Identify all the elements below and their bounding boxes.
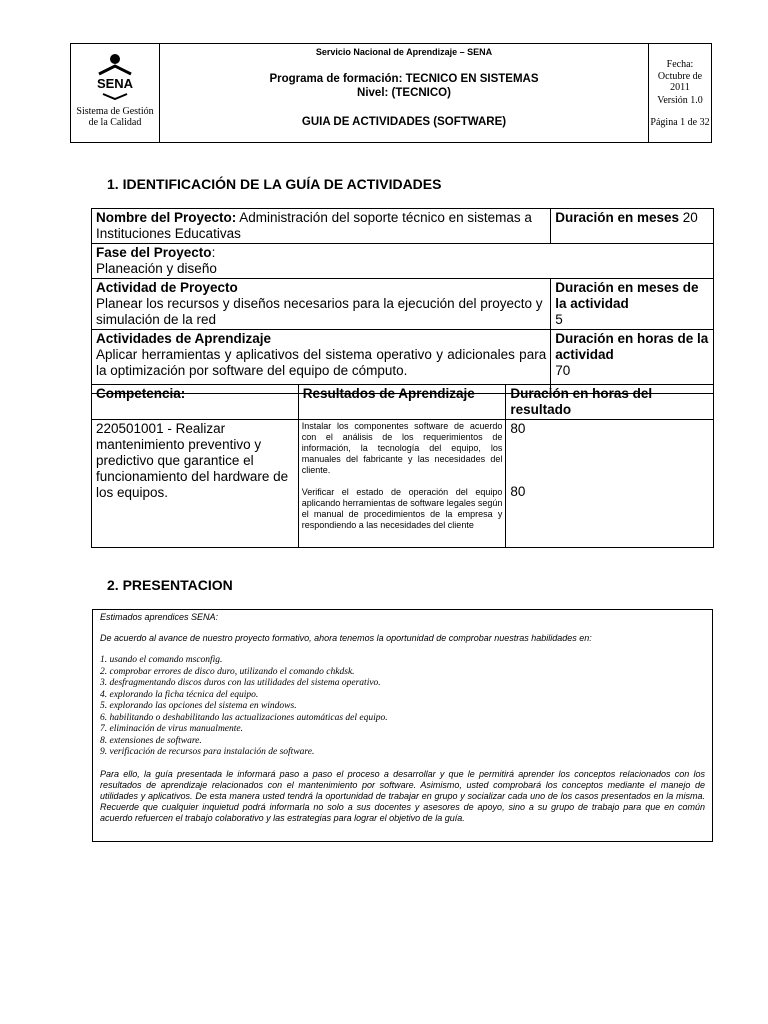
table-row	[92, 209, 714, 244]
project-name-value: Administración del soporte técnico en sistemas a Instituciones Educativas	[96, 210, 532, 241]
horas-cell	[506, 420, 714, 548]
phase-value: Planeación y diseño	[96, 261, 217, 276]
competencia-header: Competencia:	[92, 385, 299, 420]
duracion-resultado-header: Duración en horas del resultado	[506, 385, 714, 420]
learning-activities-label: Actividades de Aprendizaje	[96, 331, 272, 346]
list-item: 5. explorando las opciones del sistema en windows.	[100, 701, 297, 711]
activity-duration-label: Duración en meses de la actividad	[555, 280, 699, 311]
logo-caption: Sistema de Gestión de la Calidad	[76, 106, 154, 128]
program-level: Nivel: (TECNICO)	[357, 87, 451, 99]
activity-label: Actividad de Proyecto	[96, 280, 238, 295]
resultados-cell	[298, 420, 506, 548]
skills-list	[100, 655, 705, 759]
logo-cell	[71, 44, 160, 142]
guide-title: GUIA DE ACTIVIDADES (SOFTWARE)	[301, 116, 507, 128]
activity-duration-value: 5	[555, 312, 563, 327]
list-item: 7. eliminación de virus manualmente.	[100, 724, 244, 734]
horas-item: 80	[510, 484, 526, 499]
resultado-item: Instalar los componentes software de acuerdo con el análisis de los requerimientos de información, la tecnología del equipo, los manuales del fabricante y las necesidades del cliente.	[301, 421, 503, 475]
intro: De acuerdo al avance de nuestro proyecto formativo, ahora tenemos la oportunidad de comprobar nuestras habilidades en:	[100, 633, 592, 643]
sena-logo-icon	[93, 52, 137, 100]
section-2-title: 2. PRESENTACION	[107, 577, 233, 593]
page-number: Página 1 de 32	[650, 117, 710, 128]
list-item: 9. verificación de recursos para instalación de software.	[100, 747, 315, 757]
date-label: Fecha:	[666, 59, 694, 70]
list-item: 8. extensiones de software.	[100, 735, 202, 746]
list-item: 3. desfragmentando discos duros con las utilidades del sistema operativo.	[100, 678, 381, 688]
table-row	[92, 385, 714, 420]
resultado-item: Verificar el estado de operación del equipo aplicando herramientas de software legales según el manual de procedimientos de la empresa y respondiendo a las necesidades del cliente	[301, 487, 503, 530]
duration-months-value: 20	[679, 210, 698, 225]
date-value: Octubre de 2011	[657, 71, 703, 93]
list-item: 4. explorando la ficha técnica del equipo.	[100, 689, 259, 700]
program-title	[159, 72, 649, 100]
activity-cell	[92, 279, 551, 330]
resultados-header: Resultados de Aprendizaje	[298, 385, 506, 420]
section-1-title: 1. IDENTIFICACIÓN DE LA GUÍA DE ACTIVIDADES	[107, 176, 442, 192]
phase-label: Fase del Proyecto	[96, 245, 212, 260]
presentation-box	[92, 609, 713, 842]
greeting: Estimados aprendices SENA:	[100, 612, 219, 622]
header-title-cell	[159, 44, 649, 142]
list-item: 2. comprobar errores de disco duro, utilizando el comando chkdsk.	[100, 666, 355, 677]
program-name: Programa de formación: TECNICO EN SISTEMAS	[269, 73, 539, 85]
learning-duration-value: 70	[555, 363, 571, 378]
list-item: 6. habilitando o deshabilitando las actualizaciones automáticas del equipo.	[100, 712, 388, 723]
table-row	[92, 244, 714, 279]
phase-colon: :	[211, 245, 216, 260]
closing-paragraph: Para ello, la guía presentada le informará paso a paso el proceso a desarrollar y que le permitirá aprender los conceptos relacionados con los resultados de aprendizaje relacionados con el mantenimiento por software. Asimismo, usted comprobará los conceptos mediante el manejo de utilidades y aplicativos. De esta manera usted tendrá la oportunidad de trabajar en grupo y socializar cada uno de los casos presentados en la misma. Recuerde que cualquier inquietud podrá informarla no solo a sus docentes y asesores de apoyo, sino a su grupo de trabajo para que en común acuerdo refuercen el trabajo colaborativo y las estrategias para lograr el objetivo de la guía.	[100, 768, 705, 823]
activity-duration-cell	[551, 279, 714, 330]
version-label: Versión 1.0	[657, 95, 703, 106]
learning-activities-value: Aplicar herramientas y aplicativos del sistema operativo y adicionales para la optimización por software del equipo de cómputo.	[96, 347, 547, 378]
project-name-cell	[92, 209, 551, 244]
list-item: 1. usando el comando msconfig.	[100, 655, 223, 665]
table-row	[92, 420, 714, 548]
document-header	[70, 43, 712, 143]
horas-item: 80	[510, 421, 526, 436]
project-name-label: Nombre del Proyecto:	[96, 210, 237, 225]
competency-table	[91, 384, 714, 548]
duration-months-cell	[551, 209, 714, 244]
phase-cell	[92, 244, 714, 279]
project-identification-table	[91, 208, 714, 394]
competencia-cell: 220501001 - Realizar mantenimiento preventivo y predictivo que garantice el funcionamiento del hardware de los equipos.	[92, 420, 299, 548]
learning-duration-label: Duración en horas de la actividad	[555, 331, 709, 362]
duration-months-label: Duración en meses	[555, 210, 680, 225]
table-row	[92, 279, 714, 330]
header-meta-cell	[648, 44, 711, 142]
activity-value: Planear los recursos y diseños necesarios para la ejecución del proyecto y simulación de la red	[96, 296, 543, 327]
organization-name: Servicio Nacional de Aprendizaje – SENA	[315, 47, 493, 57]
svg-text:SENA: SENA	[96, 76, 134, 91]
